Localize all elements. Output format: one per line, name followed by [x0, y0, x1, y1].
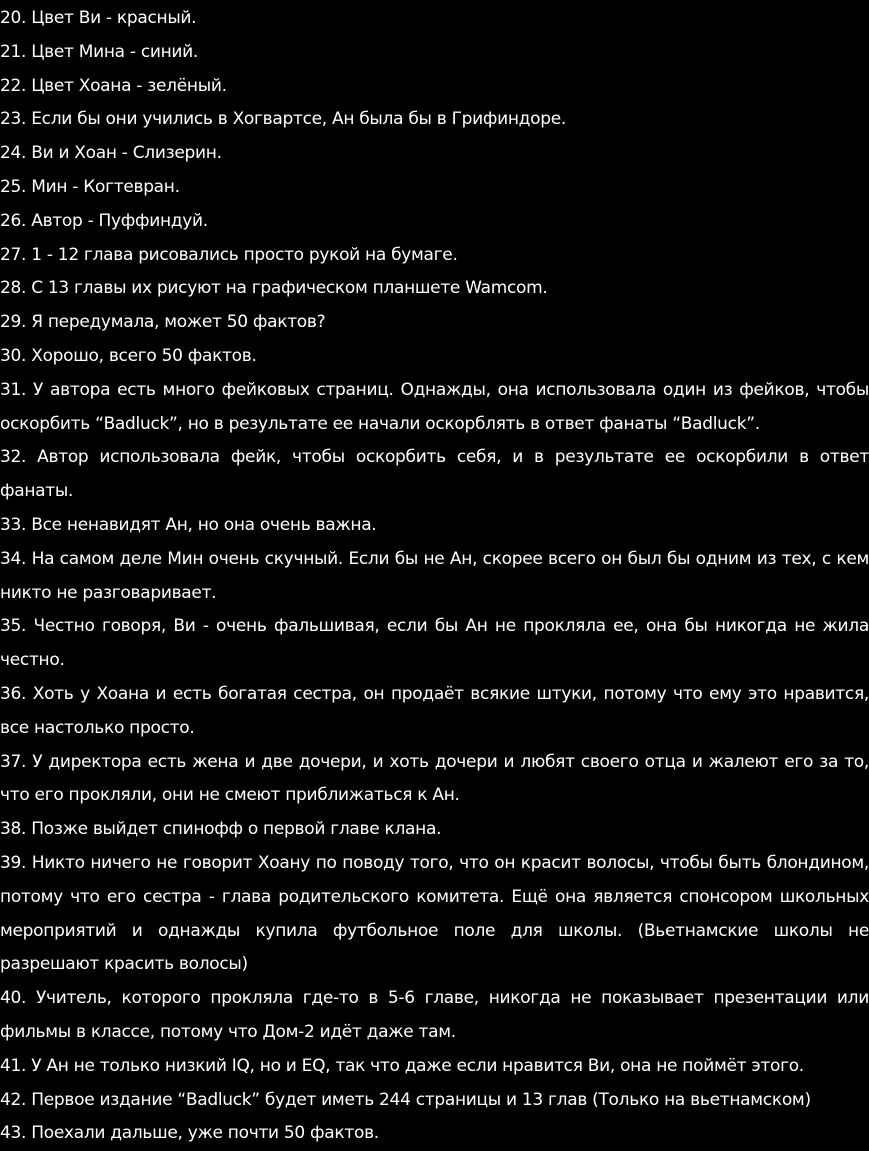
fact-20: 20. Цвет Ви - красный.	[0, 8, 197, 28]
fact-33: 33. Все ненавидят Ан, но она очень важна.	[0, 514, 377, 535]
fact-24: 24. Ви и Хоан - Слизерин.	[0, 143, 222, 164]
fact-22: 22. Цвет Хоана - зелёный.	[0, 75, 227, 96]
fact-39: 39. Никто ничего не говорит Хоану по поводу того, что он красит волосы, чтобы быть блондином, потому что его сестра - глава родительского комитета. Ещё она является спонсором школьных мероприятий и однажды купила футбольное поле для школы. (Вьетнамские школы не разрешают красить волосы)	[0, 852, 869, 975]
fact-27: 27. 1 - 12 глава рисовались просто рукой на бумаге.	[0, 244, 458, 265]
fact-21: 21. Цвет Мина - синий.	[0, 41, 199, 62]
fact-25: 25. Мин - Когтевран.	[0, 176, 180, 197]
fact-38: 38. Позже выйдет спинофф о первой главе клана.	[0, 819, 442, 840]
fact-31: 31. У автора есть много фейковых страниц. Однажды, она использовала один из фейков, чтобы оскорбить “Badluck”, но в результате ее начали оскорблять в ответ фанаты “Badluck”.	[0, 379, 869, 434]
fact-23: 23. Если бы они учились в Хогвартсе, Ан была бы в Грифиндоре.	[0, 109, 566, 130]
fact-29: 29. Я передумала, может 50 фактов?	[0, 312, 326, 333]
fact-28: 28. С 13 главы их рисуют на графическом планшете Wamcom.	[0, 278, 548, 299]
fact-36: 36. Хоть у Хоана и есть богатая сестра, он продаёт всякие штуки, потому что ему это нравится, все настолько просто.	[0, 683, 869, 738]
fact-43: 43. Поехали дальше, уже почти 50 фактов.	[0, 1123, 379, 1144]
fact-30: 30. Хорошо, всего 50 фактов.	[0, 345, 257, 366]
fact-41: 41. У Ан не только низкий IQ, но и EQ, так что даже если нравится Ви, она не поймёт этого.	[0, 1055, 804, 1076]
fact-26: 26. Автор - Пуффиндуй.	[0, 210, 208, 231]
fact-37: 37. У директора есть жена и две дочери, и хоть дочери и любят своего отца и жалеют его за то, что его прокляли, они не смеют приближаться к Ан.	[0, 751, 869, 806]
fact-35: 35. Честно говоря, Ви - очень фальшивая, если бы Ан не прокляла ее, она бы никогда не жила честно.	[0, 616, 869, 671]
fact-40: 40. Учитель, которого прокляла где-то в 5-6 главе, никогда не показывает презентации или фильмы в классе, потому что Дом-2 идёт даже там.	[0, 988, 869, 1042]
fact-34: 34. На самом деле Мин очень скучный. Если бы не Ан, скорее всего он был бы одним из тех, с кем никто не разговаривает.	[0, 548, 869, 603]
fact-42: 42. Первое издание “Badluck” будет иметь 244 страницы и 13 глав (Только на вьетнамском)	[0, 1089, 811, 1110]
fact-32: 32. Автор использовала фейк, чтобы оскорбить себя, и в результате ее оскорбили в ответ фанаты.	[0, 447, 869, 502]
